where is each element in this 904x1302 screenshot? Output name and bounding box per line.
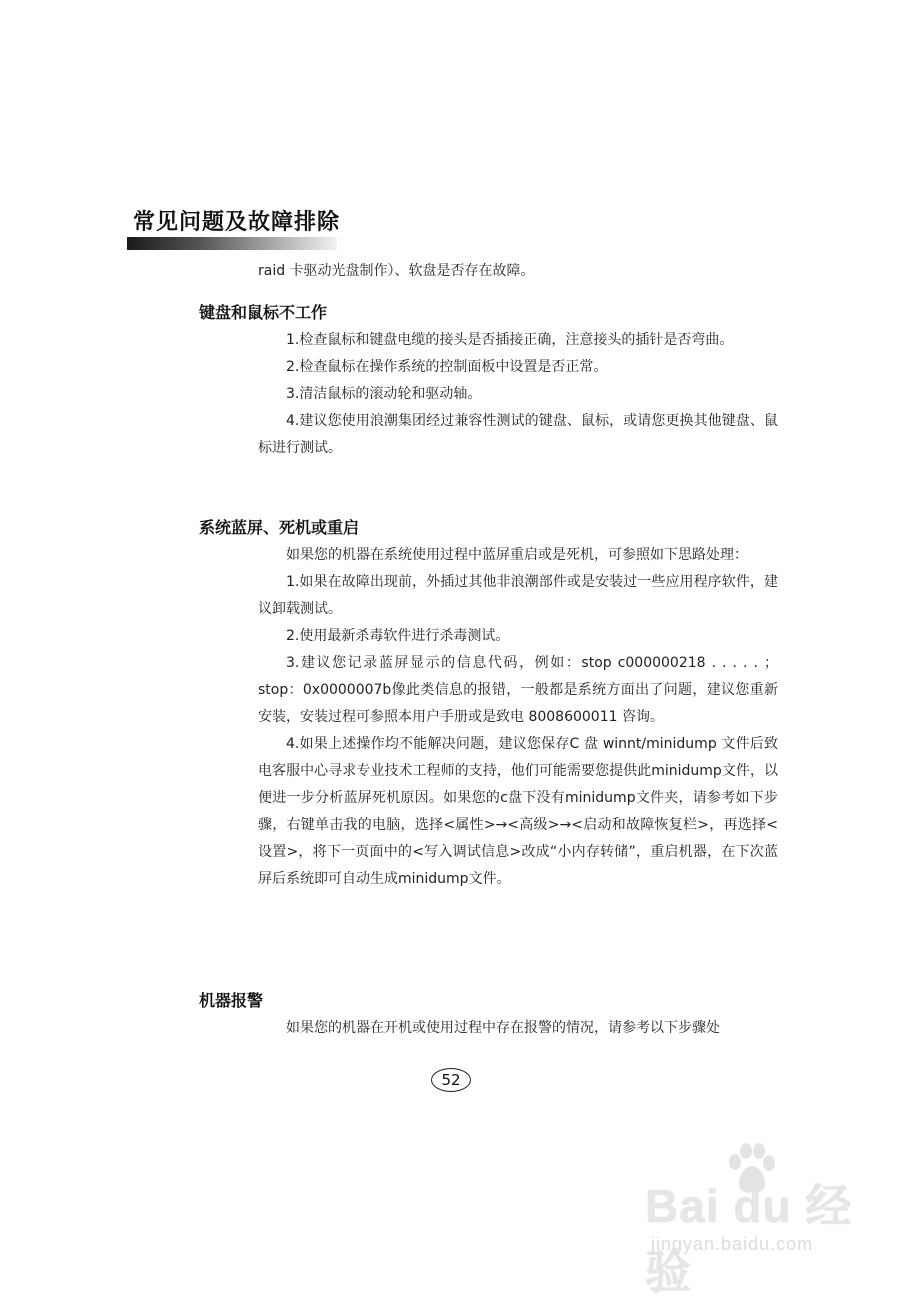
page-header-title: 常见问题及故障排除 bbox=[133, 210, 341, 235]
header-gradient-bar bbox=[127, 237, 337, 250]
baidu-watermark bbox=[645, 1140, 870, 1298]
paragraph: 2.检查鼠标在操作系统的控制面板中设置是否正常。 bbox=[286, 359, 608, 375]
section-body-alarm bbox=[258, 1015, 778, 1042]
paragraph: 3.清洁鼠标的滚动轮和驱动轴。 bbox=[286, 386, 482, 402]
watermark-brand: Bai du 经验 bbox=[645, 1180, 853, 1298]
page-number: 52 bbox=[431, 1068, 471, 1092]
paragraph: 4.建议您使用浪潮集团经过兼容性测试的键盘、鼠标，或请您更换其他键盘、鼠标进行测试。 bbox=[258, 413, 778, 456]
section-heading-keyboard-mouse: 键盘和鼠标不工作 bbox=[199, 303, 328, 322]
paragraph: 4.如果上述操作均不能解决问题，建议您保存C 盘 winnt/minidump 文件后致电客服中心寻求专业技术工程师的支持，他们可能需要您提供此minidump文件，以便进一步分析蓝屏死机原因。如果您的c盘下没有minidump文件夹，请参考如下步骤，右键单击我的电脑，选择<属性>→<高级>→<启动和故障恢复栏>，再选择<设置>，将下一页面中的<写入调试信息>改成“小内存转储”，重启机器，在下次蓝屏后系统即可自动生成minidump文件。 bbox=[258, 736, 778, 887]
section-body-bluescreen bbox=[258, 542, 778, 893]
paragraph: 如果您的机器在系统使用过程中蓝屏重启或是死机，可参照如下思路处理： bbox=[286, 547, 748, 563]
paragraph: 3.建议您记录蓝屏显示的信息代码，例如：stop c000000218 . . . . . ；stop：0x0000007b像此类信息的报错，一般都是系统方面出了问题，建议您重新安装，安装过程可参照本用户手册或是致电 8008600011 咨询。 bbox=[258, 655, 778, 725]
paragraph: 2.使用最新杀毒软件进行杀毒测试。 bbox=[286, 628, 510, 644]
paragraph: 1.检查鼠标和键盘电缆的接头是否插接正确，注意接头的插针是否弯曲。 bbox=[286, 332, 734, 348]
intro-text: raid 卡驱动光盘制作）、软盘是否存在故障。 bbox=[258, 263, 535, 279]
paragraph: 如果您的机器在开机或使用过程中存在报警的情况，请参考以下步骤处 bbox=[286, 1020, 720, 1036]
watermark-url: jingyan.baidu.com bbox=[651, 1234, 814, 1254]
intro-paragraph bbox=[258, 258, 778, 285]
section-heading-alarm: 机器报警 bbox=[199, 991, 264, 1010]
section-heading-bluescreen: 系统蓝屏、死机或重启 bbox=[199, 518, 360, 537]
paragraph: 1.如果在故障出现前，外插过其他非浪潮部件或是安装过一些应用程序软件，建议卸载测试。 bbox=[258, 574, 778, 617]
section-body-keyboard-mouse bbox=[258, 327, 778, 462]
